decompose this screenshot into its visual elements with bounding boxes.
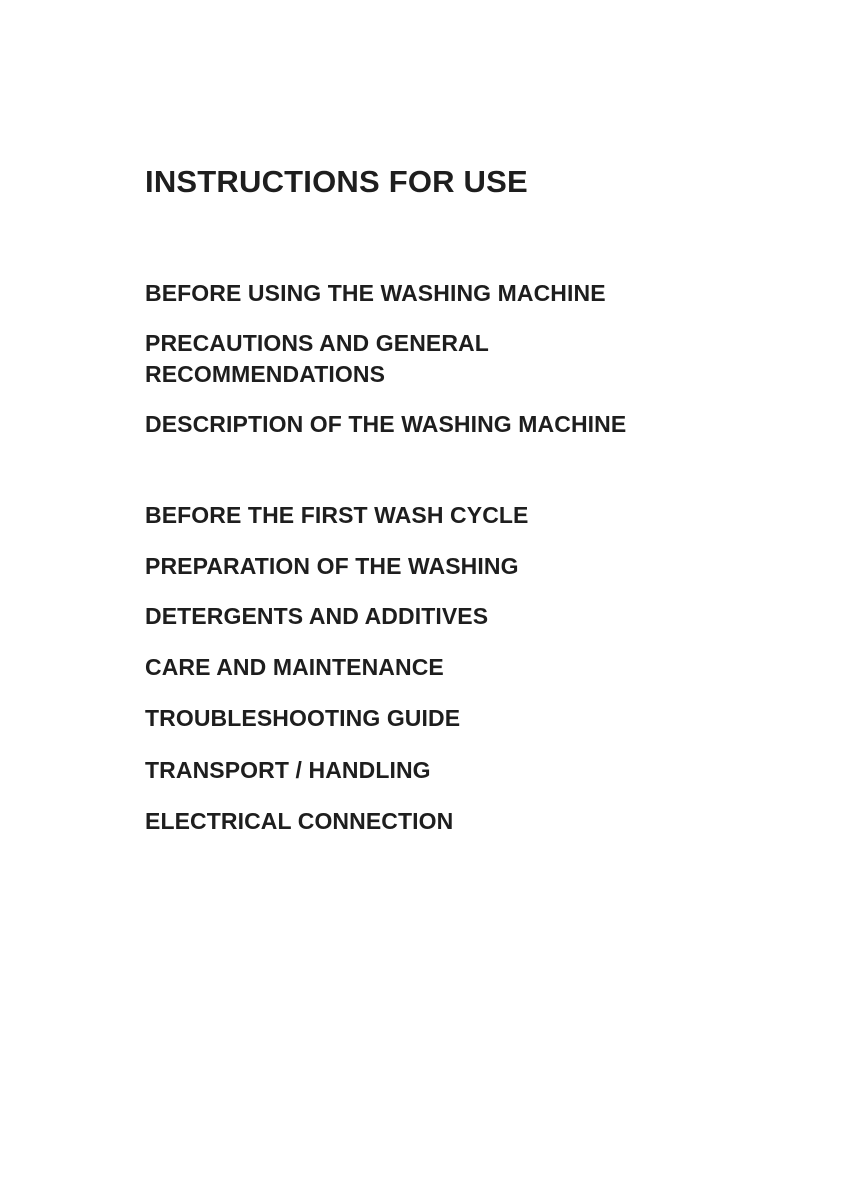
toc-item-care: CARE AND MAINTENANCE (145, 654, 444, 680)
toc-item-preparation: PREPARATION OF THE WASHING (145, 553, 519, 579)
toc-item-before-using: BEFORE USING THE WASHING MACHINE (145, 280, 606, 306)
toc-item-precautions-line2: RECOMMENDATIONS (145, 361, 386, 387)
toc-item-description: DESCRIPTION OF THE WASHING MACHINE (145, 411, 627, 437)
toc-item-electrical: ELECTRICAL CONNECTION (145, 808, 454, 834)
toc-item-detergents: DETERGENTS AND ADDITIVES (145, 603, 489, 629)
toc-item-first-wash: BEFORE THE FIRST WASH CYCLE (145, 502, 529, 528)
page-title: INSTRUCTIONS FOR USE (145, 164, 528, 199)
toc-item-troubleshooting: TROUBLESHOOTING GUIDE (145, 705, 461, 731)
toc-item-transport: TRANSPORT / HANDLING (145, 757, 431, 783)
toc-item-precautions-line1: PRECAUTIONS AND GENERAL (145, 330, 489, 356)
